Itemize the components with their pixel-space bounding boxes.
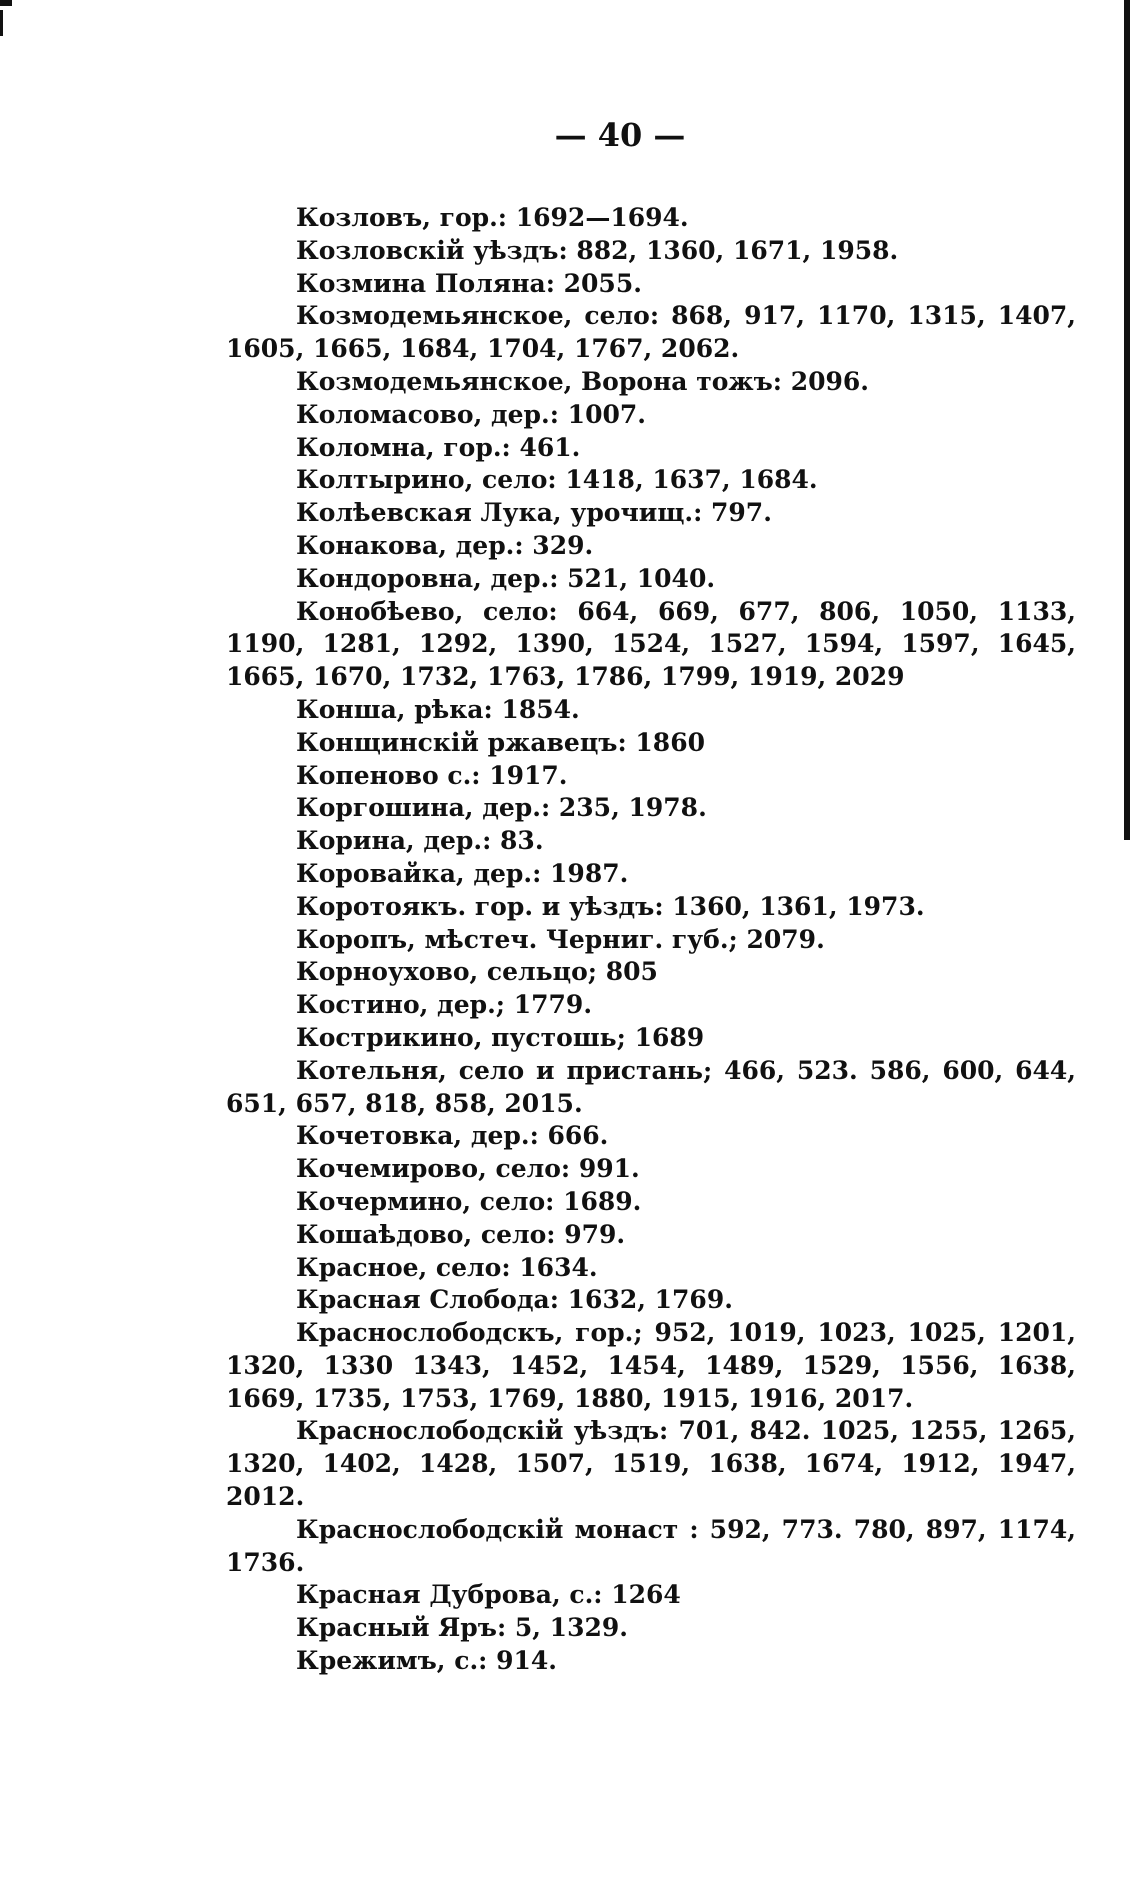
index-entry: Корина, дер.: 83. xyxy=(296,826,544,856)
scan-mark xyxy=(0,0,12,6)
index-entry: Коломна, гор.: 461. xyxy=(296,432,581,462)
index-entry: Коровайка, дер.: 1987. xyxy=(296,858,629,888)
index-entry: Кочетовка, дер.: 666. xyxy=(296,1121,609,1151)
index-entry: Конобѣево, село: 664, 669, 677, 806, 1050, 1133, 1190, 1281, 1292, 1390, 1524, 1527, 1594, 1597, 1645, 1665, 1670, 1732, 1763, 1786, 1799, 1919, 2029 xyxy=(226,596,1076,692)
index-entry: Кострикино, пустошь; 1689 xyxy=(296,1022,705,1052)
index-entry: Кошаѣдово, село: 979. xyxy=(296,1219,626,1249)
index-entry: Коротоякъ. гор. и уѣздъ: 1360, 1361, 1973. xyxy=(296,891,925,921)
index-entry: Конщинскій ржавецъ: 1860 xyxy=(296,727,705,757)
index-entry: Корноухово, сельцо; 805 xyxy=(296,957,658,987)
index-entry: Кондоровна, дер.: 521, 1040. xyxy=(296,563,716,593)
page-number: — 40 — xyxy=(554,116,686,154)
index-entry: Краснослободскъ, гор.; 952, 1019, 1023, 1025, 1201, 1320, 1330 1343, 1452, 1454, 1489, 1529, 1556, 1638, 1669, 1735, 1753, 1769, 1880, 1915, 1916, 2017. xyxy=(226,1318,1076,1413)
index-entry: Красное, село: 1634. xyxy=(296,1252,598,1282)
index-entry: Козмодемьянское, Ворона тожъ: 2096. xyxy=(296,366,870,396)
index-entry: Красная Слобода: 1632, 1769. xyxy=(296,1285,733,1315)
index-entry: Копеново с.: 1917. xyxy=(296,760,568,790)
index-entry: Коломасово, дер.: 1007. xyxy=(296,399,646,429)
index-entry: Костино, дер.; 1779. xyxy=(296,990,593,1020)
scan-mark xyxy=(0,10,3,36)
index-entry: Конша, рѣка: 1854. xyxy=(296,694,580,724)
index-entry: Конакова, дер.: 329. xyxy=(296,530,594,560)
index-entry: Красный Яръ: 5, 1329. xyxy=(296,1613,628,1643)
index-entry: Краснослободскій уѣздъ: 701, 842. 1025, 1255, 1265, 1320, 1402, 1428, 1507, 1519, 1638, 1674, 1912, 1947, 2012. xyxy=(226,1416,1076,1512)
index-entry: Крежимъ, с.: 914. xyxy=(296,1646,557,1676)
index-entry: Краснослободскій монаст : 592, 773. 780, 897, 1174, 1736. xyxy=(226,1514,1076,1577)
index-entry: Колтырино, село: 1418, 1637, 1684. xyxy=(296,465,818,495)
index-entry: Козловъ, гор.: 1692—1694. xyxy=(296,203,689,232)
index-entry: Коропъ, мѣстеч. Черниг. губ.; 2079. xyxy=(296,924,825,954)
index-entry: Колѣевская Лука, урочищ.: 797. xyxy=(296,498,772,528)
index-entry: Козмодемьянское, село: 868, 917, 1170, 1315, 1407, 1605, 1665, 1684, 1704, 1767, 2062. xyxy=(226,301,1076,364)
index-entries xyxy=(226,202,1076,1678)
index-entry: Козловскій уѣздъ: 882, 1360, 1671, 1958. xyxy=(296,235,899,265)
index-entry: Коргошина, дер.: 235, 1978. xyxy=(296,793,707,823)
index-entry: Козмина Поляна: 2055. xyxy=(296,268,642,298)
index-entry: Котельня, село и пристань; 466, 523. 586, 600, 644, 651, 657, 818, 858, 2015. xyxy=(226,1055,1076,1118)
index-entry: Кочермино, село: 1689. xyxy=(296,1186,642,1216)
index-entry: Красная Дуброва, с.: 1264 xyxy=(296,1580,681,1610)
index-entry: Кочемирово, село: 991. xyxy=(296,1154,640,1184)
